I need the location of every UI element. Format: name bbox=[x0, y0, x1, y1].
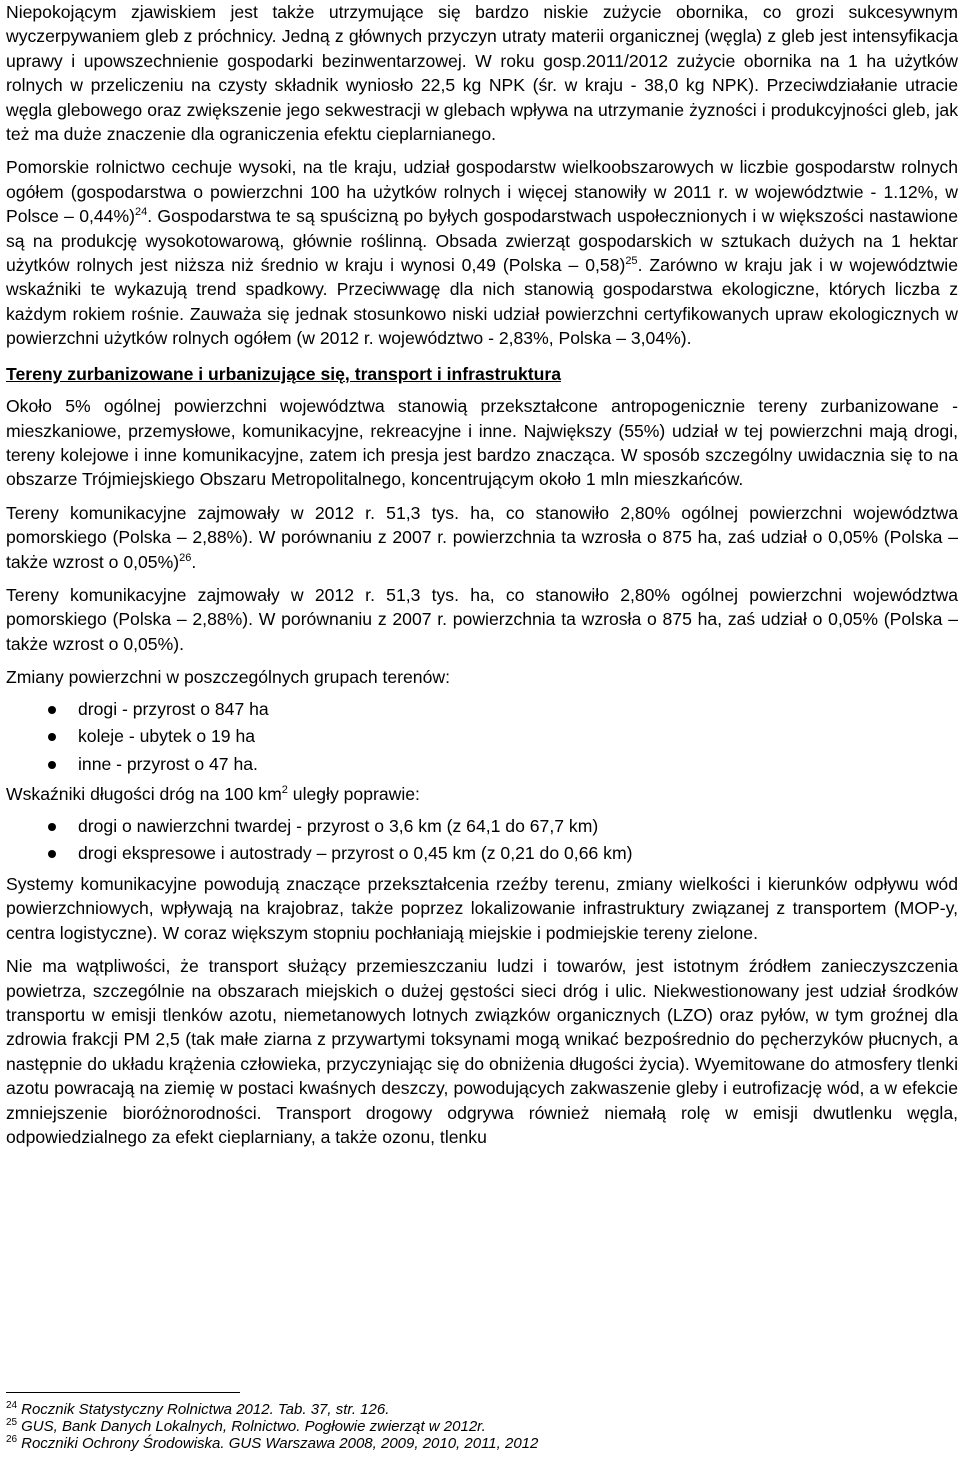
footnote-item: $^{24}$ Rocznik Statystyczny Rolnictwa 2012. Tab. 37, str. 126. bbox=[6, 1400, 390, 1418]
bullet-icon bbox=[48, 823, 56, 831]
section-heading: Tereny zurbanizowane i urbanizujące się, transport i infrastruktura bbox=[6, 363, 561, 384]
bullet-icon bbox=[48, 761, 56, 769]
list-item: koleje - ubytek o 19 ha bbox=[6, 723, 958, 751]
list-item: drogi ekspresowe i autostrady – przyrost o 0,45 km (z 0,21 do 0,66 km) bbox=[6, 840, 958, 868]
paragraph-area-changes: Zmiany powierzchni w poszczególnych grupach terenów: bbox=[6, 667, 450, 688]
paragraph-urban: Około 5% ogólnej powierzchni województwa stanowią przekształcone antropogenicznie tereny zurbanizowane - mieszkaniowe, przemysłowe, komunikacyjne, rekreacyjne i inne. Największy (55%) udział w tej powierzchni mają drogi, tereny kolejowe i inne komunikacyjne, zatem ich presja jest bardzo znacząca. W sposób szczególny uwidacznia się to na obszarze Trójmiejskiego Obszaru Metropolitalnego, koncentrującym około 1 mln mieszkańców. bbox=[6, 396, 958, 490]
paragraph-text: Przeciwdziałanie utracie węgla glebowego oraz zwiększenie jego sekwestracji w glebach wpływa na utrzymanie żyzności i produkcyjności gleb, jak też ma duże znaczenie dla ograniczenia efektu cieplarnianego. bbox=[6, 75, 958, 145]
paragraph-text: Tereny komunikacyjne zajmowały w 2012 r. 51,3 tys. ha, co stanowiło 2,80% ogólnej powierzchni województwa pomorskiego (Polska – 2,88%). W porównaniu z 2007 r. powierzchnia ta wzrosła o 875 ha, zaś udział o 0,05% (Polska – także wzrost o 0,05%) bbox=[6, 502, 958, 572]
paragraph-text: Niepokojącym zjawiskiem jest także utrzymujące się bardzo niskie zużycie obornika, co grozi sukcesywnym wyczerpywaniem gleb z próchnicy. Jedną z głównych przyczyn utraty materii organicznej (węgla) z gleb jest intensyfikacja uprawy i upowszechnienie gospodarki bezinwentarzowej. W roku gosp. bbox=[6, 2, 958, 71]
footnotes bbox=[6, 1392, 954, 1452]
paragraph-road-indicators: Wskaźniki długości dróg na 100 $km^2$ uległy poprawie: bbox=[6, 784, 420, 805]
footnote-ref: 24 bbox=[134, 206, 148, 219]
list-item: inne - przyrost o 47 ha. bbox=[6, 751, 958, 779]
bullet-icon bbox=[48, 733, 56, 741]
bullet-icon bbox=[48, 850, 56, 858]
paragraph-text: 2011/2012 zużycie obornika na 1 ha użytków rolnych w przeliczeniu na czysty składnik wyniosło 22,5 kg NPK (śr. w kraju - 38,0 kg NPK). bbox=[6, 50, 958, 96]
footnote-ref: 26 bbox=[179, 551, 192, 564]
list-area-changes bbox=[6, 696, 958, 779]
list-item: drogi - przyrost o 847 ha bbox=[6, 696, 958, 724]
paragraph-transport-area bbox=[6, 501, 958, 574]
paragraph-transport-area-repeat: Tereny komunikacyjne zajmowały w 2012 r. 51,3 tys. ha, co stanowiło 2,80% ogólnej powierzchni województwa pomorskiego (Polska – 2,88%). W porównaniu z 2007 r. powierzchnia ta wzrosła o 875 ha, zaś udział o 0,05% (Polska – także wzrost o 0,05%). bbox=[6, 584, 958, 654]
paragraph-farms bbox=[6, 155, 958, 350]
paragraph-text: . Gospodarstwa te są spuścizną po byłych gospodarstwach uspołecznionych i w większości nastawione są na produkcję wysokotowarową, głównie roślinną. Obsada zwierząt gospodarskich w sztukach dużych na 1 hektar użytków rolnych jest niższa niż średnio w kraju i wynosi 0,49 (Polska – 0,58) bbox=[6, 206, 958, 276]
footnote-divider bbox=[6, 1392, 240, 1393]
footnote-item: $^{26}$ Roczniki Ochrony Środowiska. GUS Warszawa 2008, 2009, 2010, 2011, 2012 bbox=[6, 1434, 539, 1452]
paragraph-transport-systems: Systemy komunikacyjne powodują znaczące przekształcenia rzeźby terenu, zmiany wielkości i kierunków odpływu wód powierzchniowych, wpływają na krajobraz, także poprzez lokalizowanie infrastruktury związanej z transportem (MOP-y, centra logistyczne). W coraz większym stopniu pochłaniają miejskie i podmiejskie tereny zielone. bbox=[6, 873, 958, 943]
paragraph-manure bbox=[6, 0, 958, 146]
paragraph-air-pollution: Nie ma wątpliwości, że transport służący przemieszczaniu ludzi i towarów, jest istotnym źródłem zanieczyszczenia powietrza, szczególnie na obszarach miejskich o dużej gęstości sieci dróg i ulic. Niekwestionowany jest udział środków transportu w emisji tlenków azotu, niemetanowych lotnych związków organicznych (LZO) oraz pyłów, w tym groźnej dla zdrowia frakcji PM 2,5 (tak małe ziarna z przywartymi toksynami mogą wnikać bezpośrednio do pęcherzyków płucnych, a następnie do układu krążenia człowieka, przyczyniając się do obniżenia długości życia). Wyemitowane do atmosfery tlenki azotu powracają na ziemię w postaci kwaśnych deszczy, powodujących zakwaszenie gleby i eutrofizację wód, a w efekcie zmniejszenie bioróżnorodności. Transport drogowy odgrywa również niemałą rolę w emisji dwutlenku węgla, odpowiedzialnego za efekt cieplarniany, a także ozonu, tlenku bbox=[6, 956, 958, 1147]
bullet-icon bbox=[48, 706, 56, 714]
paragraph-text: . Zarówno w kraju jak i w województwie wskaźniki te wykazują trend spadkowy. Przeciwwagę dla nich stanowią gospodarstwa ekologiczne, których liczba z każdym rokiem rośnie. Zauważa się jednak stosunkowo niski udział powierzchni certyfikowanych upraw ekologicznych w powierzchni użytków rolnych ogółem (w 2012 r. województwo - 2,83%, Polska – 3,04%). bbox=[6, 255, 958, 349]
paragraph-text: Pomorskie rolnictwo cechuje wysoki, na tle kraju, udział gospodarstw wielkoobszarowych w liczbie gospodarstw rolnych ogółem (gospodarstwa o powierzchni 100 ha użytków rolnych i więcej stanowiły w 2011 r. w województwie - 1.12%, w Polsce – 0,44%) bbox=[6, 157, 958, 227]
paragraph-text: . bbox=[191, 551, 197, 572]
footnote-ref: 25 bbox=[625, 255, 638, 268]
list-road-indicators bbox=[6, 813, 958, 868]
footnote-item: $^{25}$ GUS, Bank Danych Lokalnych, Rolnictwo. Pogłowie zwierząt w 2012r. bbox=[6, 1417, 486, 1435]
list-item: drogi o nawierzchni twardej - przyrost o 3,6 km (z 64,1 do 67,7 km) bbox=[6, 813, 958, 841]
